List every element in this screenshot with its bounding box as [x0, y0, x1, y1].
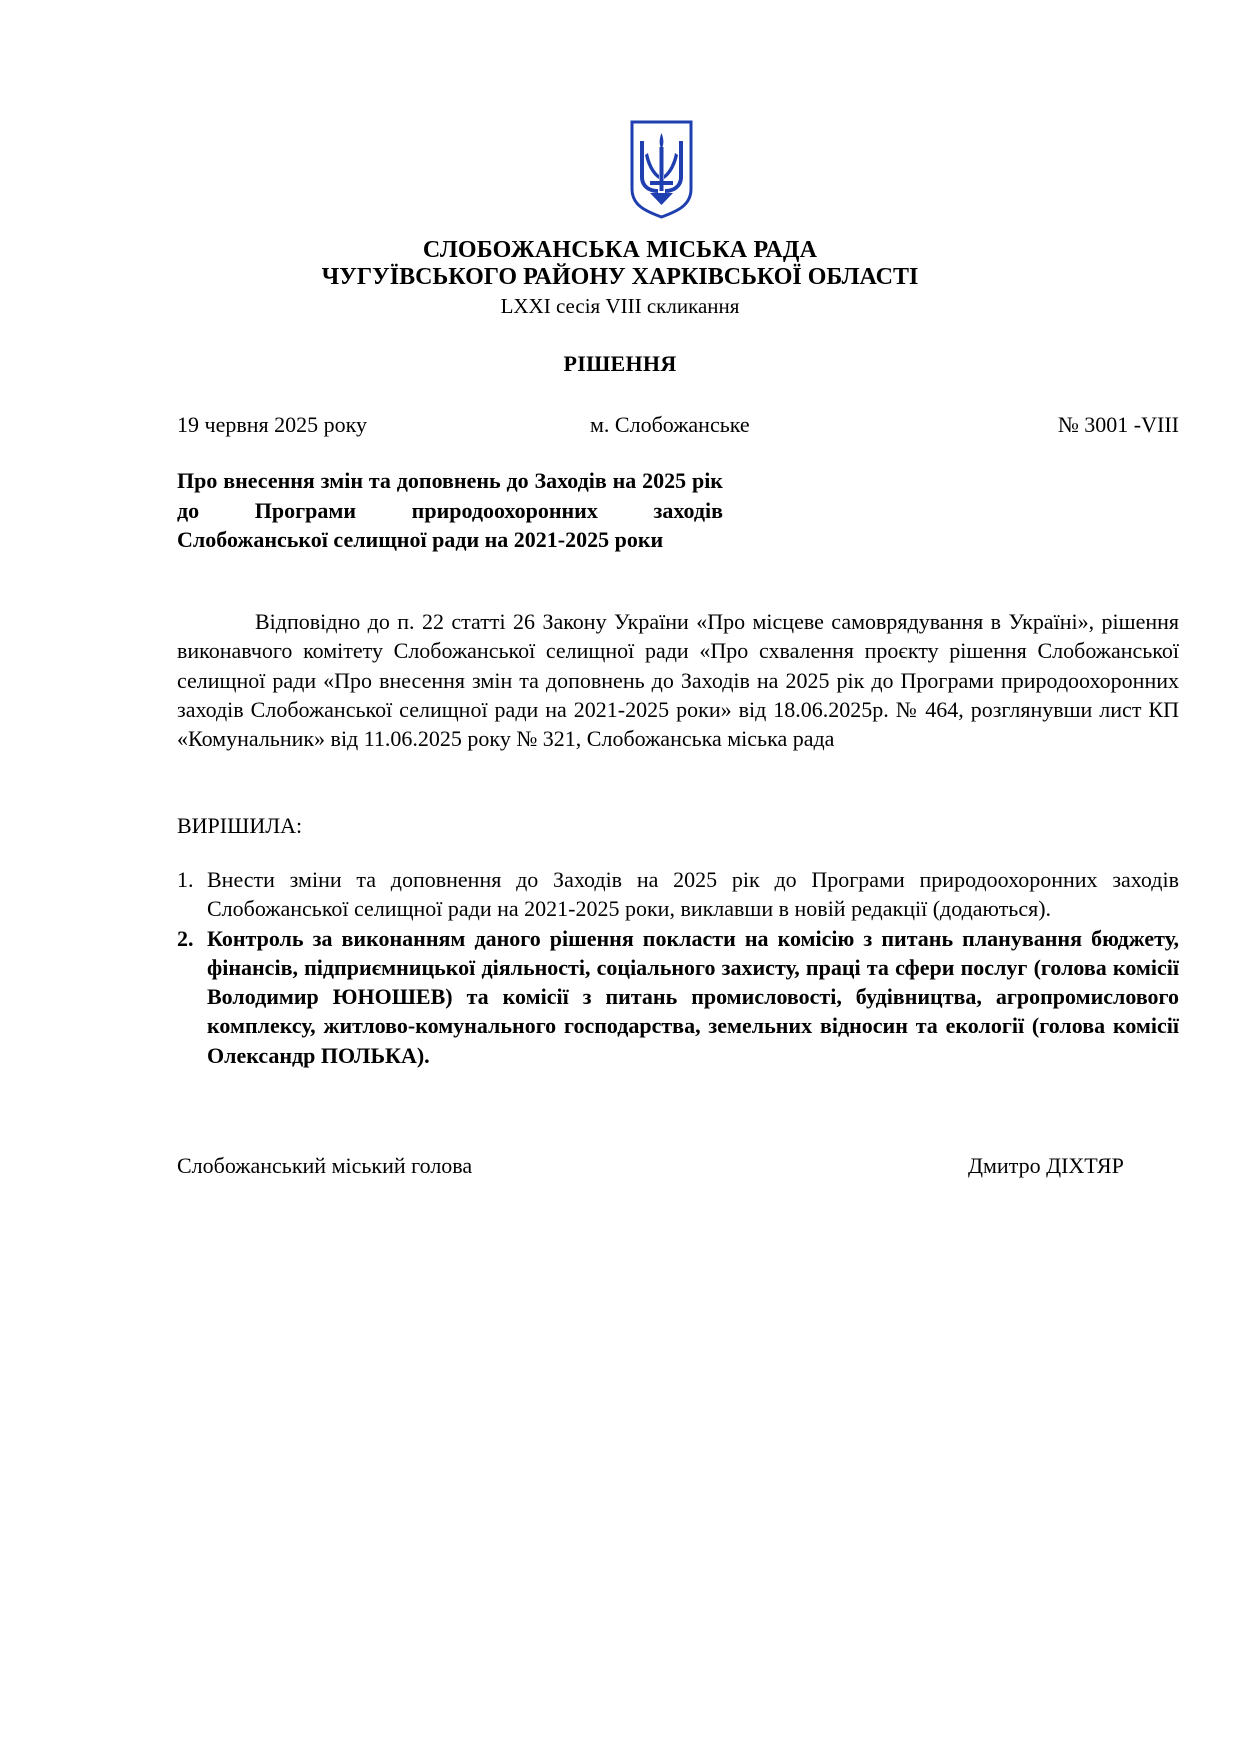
document-city: м. Слобожанське — [590, 412, 750, 437]
coat-of-arms-icon — [628, 119, 695, 219]
decision-item-text: Контроль за виконанням даного рішення покласти на комісію з питань планування бюджету, фінансів, підприємницької діяльності, соціального захисту, праці та сфери послуг (голова комісії Володимир ЮНОШЕВ) та комісії з питань промисловості, будівництва, агропромислового комплексу, житлово-комунального господарства, земельних відносин та екології (голова комісії Олександр ПОЛЬКА). — [207, 925, 1179, 1068]
document-meta — [177, 412, 1179, 442]
council-name: СЛОБОЖАНСЬКА МІСЬКА РАДА — [422, 237, 818, 263]
document-type: РІШЕННЯ — [563, 351, 677, 376]
decision-list — [177, 865, 1179, 1070]
decision-item-text: Внести зміни та доповнення до Заходів на 2025 рік до Програми природоохоронних заходів Слобожанської селищної ради на 2021-2025 роки, виклавши в новій редакції (додаються). — [207, 867, 1179, 922]
preamble-paragraph: Відповідно до п. 22 статті 26 Закону України «Про місцеве самоврядування в Україні», рішення виконавчого комітету Слобожанської селищної ради «Про схвалення проєкту рішення Слобожанської селищної ради «Про внесення змін та доповнень до Заходів на 2025 рік до Програми природоохоронних заходів Слобожанської селищної ради на 2021-2025 роки» від 18.06.2025р. № 464, розглянувши лист КП «Комунальник» від 11.06.2025 року № 321, Слобожанська міська рада — [177, 609, 1179, 752]
session-info: LXXI сесія VIII скликання — [500, 294, 740, 318]
document-number: № 3001 -VIII — [1057, 412, 1179, 437]
decision-item — [177, 865, 1179, 924]
signatory-name: Дмитро ДІХТЯР — [968, 1153, 1124, 1178]
document-date: 19 червня 2025 року — [177, 412, 367, 437]
signatory-title: Слобожанський міський голова — [177, 1153, 473, 1178]
document-subject: Про внесення змін та доповнень до Заходів на 2025 рік до Програми природоохоронних заходів Слобожанської селищної ради на 2021-2025 роки — [177, 468, 723, 552]
decision-item-number: 2. — [177, 925, 194, 951]
decision-item — [177, 924, 1179, 1070]
district-name: ЧУГУЇВСЬКОГО РАЙОНУ ХАРКІВСЬКОЇ ОБЛАСТІ — [321, 264, 919, 290]
decided-label: ВИРІШИЛА: — [177, 813, 303, 838]
decision-item-number: 1. — [177, 867, 194, 892]
